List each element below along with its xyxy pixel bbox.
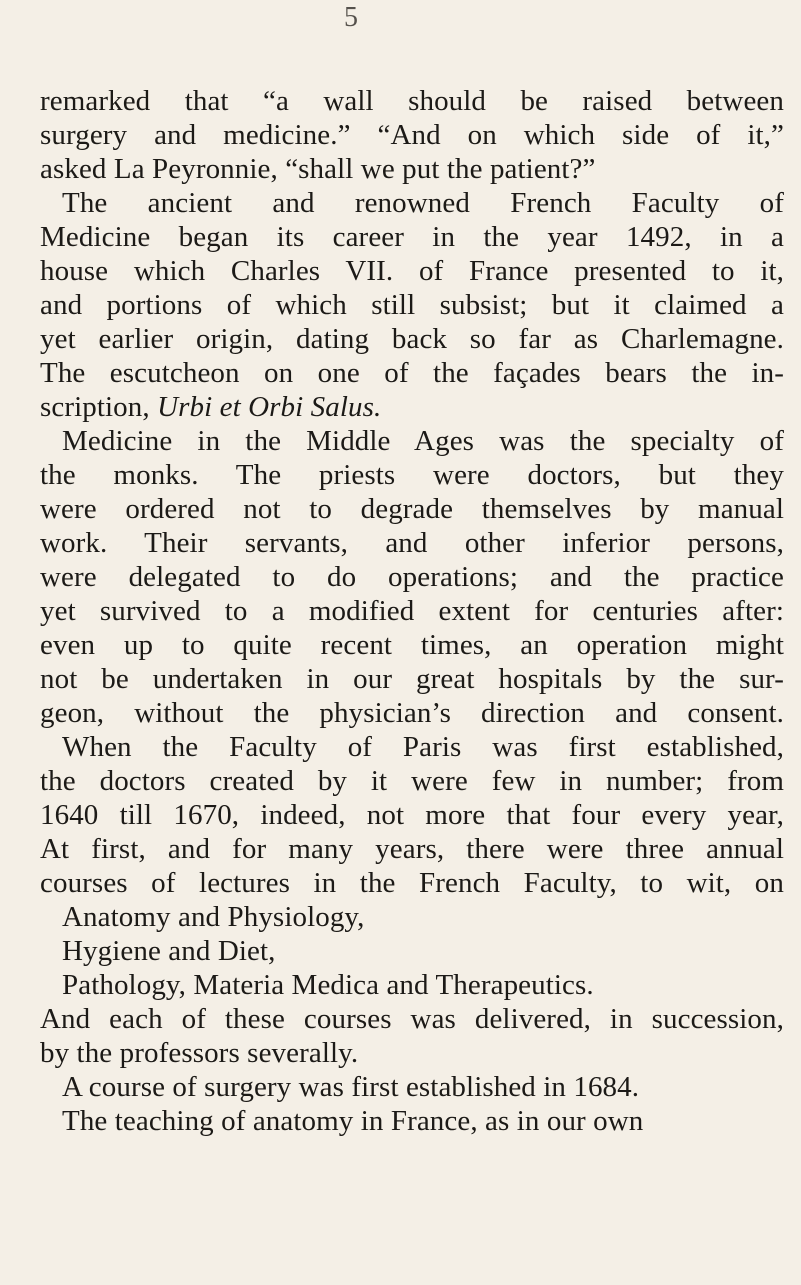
text-line: The teaching of anatomy in France, as in our own <box>62 1105 644 1137</box>
text-line: Medicine began its career in the year 1492, in a <box>40 221 784 253</box>
text-line: asked La Peyronnie, “shall we put the patient?” <box>40 153 596 185</box>
text-line: courses of lectures in the French Faculty, to wit, on <box>40 867 784 899</box>
text-line: work. Their servants, and other inferior persons, <box>40 527 784 559</box>
text-line: even up to quite recent times, an operation might <box>40 629 784 661</box>
text-line: surgery and medicine.” “And on which side of it,” <box>40 119 784 151</box>
text-line: The ancient and renowned French Faculty of <box>62 187 784 219</box>
text-line: by the professors severally. <box>40 1037 359 1069</box>
text-line: remarked that “a wall should be raised between <box>40 85 784 117</box>
text-line: yet survived to a modified extent for centuries after: <box>40 595 784 627</box>
text-line: 1640 till 1670, indeed, not more that four every year, <box>40 799 784 831</box>
text-line: At first, and for many years, there were three annual <box>40 833 784 865</box>
text-line: yet earlier origin, dating back so far as Charlemagne. <box>40 323 784 355</box>
text-line: A course of surgery was first established in 1684. <box>62 1071 640 1103</box>
text-line: and portions of which still subsist; but it claimed a <box>40 289 784 321</box>
text-line: were delegated to do operations; and the practice <box>40 561 784 593</box>
text-line: were ordered not to degrade themselves by manual <box>40 493 784 525</box>
text-line: Pathology, Materia Medica and Therapeutics. <box>62 969 594 1001</box>
text-line: not be undertaken in our great hospitals by the sur- <box>40 663 784 695</box>
text-line: Hygiene and Diet, <box>62 935 276 967</box>
body-text <box>0 84 801 1284</box>
text-line-start: scription, <box>40 391 150 423</box>
page-number: 5 <box>344 2 358 33</box>
text-line: the doctors created by it were few in number; from <box>40 765 784 797</box>
text-line <box>40 390 381 424</box>
text-line: Medicine in the Middle Ages was the specialty of <box>62 425 784 457</box>
text-line: When the Faculty of Paris was first established, <box>62 731 784 763</box>
inscription: Urbi et Orbi Salus. <box>157 391 382 423</box>
text-line: The escutcheon on one of the façades bears the in- <box>40 357 784 389</box>
text-line: geon, without the physician’s direction and consent. <box>40 697 784 729</box>
text-line: Anatomy and Physiology, <box>62 901 365 933</box>
text-line: the monks. The priests were doctors, but they <box>40 459 784 491</box>
text-line: And each of these courses was delivered, in succession, <box>40 1003 784 1035</box>
text-line: house which Charles VII. of France presented to it, <box>40 255 784 287</box>
